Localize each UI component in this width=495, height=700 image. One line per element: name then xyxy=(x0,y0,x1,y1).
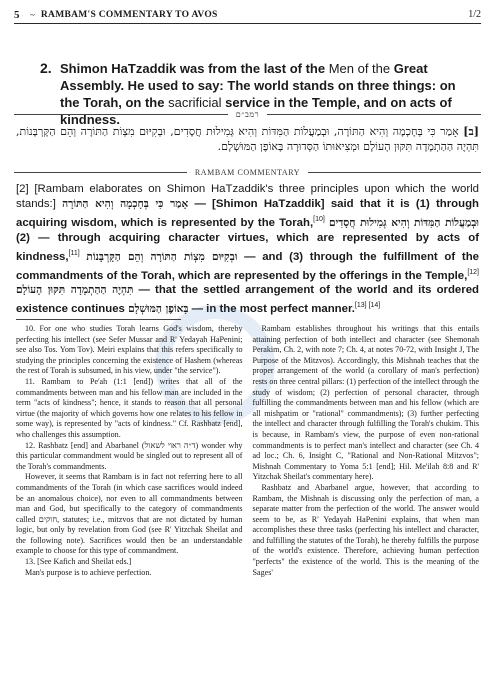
footnote-13: 13. [See Kafich and Sheilat eds.] xyxy=(25,557,132,567)
footnote-13-right-continued: Rashbatz and Abarbanel argue, however, that according to Rambam, the Mishnah is discussing only the perfection of man, a separate matter from the perfection of the world. The answer would seem to be, as R' Yedayah HaPenini explains, that when man accomplishes these three tasks (perfecting his intellect and character, and fulfilling the statutes of the Torah), he thereby fulfills the purpose of the world's existence. Therefore, achieving human perfection "perfects" the existence of the world. This is the meaning of the Sages' xyxy=(252,482,479,577)
divider-rule-left xyxy=(14,172,187,173)
divider-rule-right xyxy=(267,114,481,115)
commentary-hebrew-2: וּבְמַעֲלוֹת הַמִּדּוֹת וְהִיא גְּמִילוּת חֲסָדִים xyxy=(328,216,479,229)
commentary-hebrew-5: בָּאוֹפֶן הַמּוּשְׁלָם xyxy=(128,303,189,316)
ornament-icon: ~ xyxy=(30,9,35,20)
mishnah-number: 2. xyxy=(40,60,52,76)
divider-rule-right xyxy=(308,172,481,173)
running-header xyxy=(14,6,481,24)
mishnah-part-a: Shimon HaTzaddik was from the last of the xyxy=(60,61,329,76)
footnotes-left-column xyxy=(16,324,243,578)
commentary-part-2: — [Shimon HaTzaddik] said that it is (1) through acquiring wisdom, which is represented by the Torah, xyxy=(16,198,479,229)
footnotes xyxy=(16,324,479,578)
footnote-ref-10[interactable]: [10] xyxy=(313,216,325,223)
footnote-ref-13-14[interactable]: [13] [14] xyxy=(354,302,381,310)
footnote-13-continued: Man's purpose is to achieve perfection. xyxy=(25,567,152,577)
footnote-11: 11. Rambam to Pe'ah (1:1 [end]) writes that all of the commandments between man and his fellow man are included in the term "acts of kindness"; hence, it stands to reason that all personal virtue (the majority of which governs how one relates to his fellow in some way), is represented by "acts of kindness." Cf. Rashbatz [end], who challenges this assumption. xyxy=(16,376,243,439)
divider-rule-left xyxy=(14,114,228,115)
commentary-divider xyxy=(14,166,481,178)
commentary-divider-label: RAMBAM COMMENTARY xyxy=(194,167,301,177)
commentary-hebrew-1: אָמַר כִּי בְּחָכְמָה וְהִיא הַתּוֹרָה xyxy=(62,198,189,210)
commentary-part-5: — that the settled arrangement of the world and its ordered existence continues xyxy=(16,284,479,316)
commentary-part-3: — (2) through acquiring character virtues, which are represented by acts of kindness, xyxy=(16,231,479,263)
rambam-divider xyxy=(14,108,481,120)
page-number: 5 xyxy=(14,8,20,21)
commentary-hebrew-3: וּבְקִיּוּם מִצְוֹת הַתּוֹרָה וְהֵם הַקָּרְבָּנוֹת xyxy=(86,250,238,263)
footnote-ref-11[interactable]: [11] xyxy=(68,249,80,257)
mishnah-part-c: Great Assembly. He used to say: The world stands on three things: on the Torah, on the xyxy=(60,61,456,110)
section-marker: 1/2 xyxy=(468,9,481,20)
footnote-10: 10. For one who studies Torah learns God's wisdom, thereby perfecting his intellect (see Sefer Mussar and R' Yedayah HaPenini; see also Tos. Yom Tov). Meiri explains that this refers specifically to studying the principles concerning the existence of Hashem (whereas the rest of Torah is subsumed, in his view, under "the service"). xyxy=(16,324,243,376)
footnotes-right-column xyxy=(253,324,480,578)
commentary-intro: [2] [Rambam elaborates on Shimon HaTzaddik's three principles upon which the world stands:] xyxy=(16,183,479,210)
english-commentary xyxy=(16,182,479,317)
hebrew-paragraph-tag: [ב] xyxy=(463,125,480,138)
commentary-part-6: — in the most perfect manner. xyxy=(188,303,355,316)
footnote-separator xyxy=(16,319,181,320)
mishnah-part-d: sacrificial xyxy=(168,95,222,110)
footnote-12: 12. Rashbatz [end] and Abarbanel (ד״ה ראוי לשאול) wonder why this particular commandment would be singled out to represent all of the Torah's commandments. xyxy=(16,440,243,471)
commentary-hebrew-4: תִּהְיֶה הַהַתְמָדָה תִּקּוּן הָעוֹלָם xyxy=(16,284,134,297)
rambam-divider-label: רמב״ם xyxy=(235,109,260,119)
mishnah-part-b: Men of the xyxy=(328,61,391,76)
footnote-13-right: Rambam establishes throughout his writings that this entails attaining perfection of both intellect and character (see Shemonah Perakim, Ch. 2, with note 7; Ch. 4, at notes 70-72, with Insight J, The Purpose of the Mitzvos). Accordingly, this Mishnah teaches that the proper arrangement of the world (a corollary of man's perfection) rests on three central pillars: (1) perfection of the intellect through the study of wisdom; (2) perfection of personal character, through fulfilling the commandments between man and his fellow (which are all mishpatim or "rational" commandments); (3) further perfecting the intellect and character through fulfilling the Torah's chukim. This is because, in Rambam's view, the purpose of even non-rational commandments is to perfect man's intellect and character (see Ch. 4 ad loc.; Ch. 6, Insight C, "Rational and Non-Rational Mitzvos"; Mishnah Commentary to Yoma 5:1 [end]; Hil. Me'ilah 8:8 and R' Yitzchak Sheilat's commentary here). xyxy=(252,324,479,482)
hebrew-rambam-text xyxy=(16,124,479,154)
footnote-12-continued: However, it seems that Rambam is in fact not referring here to all commandments of the Torah (in which case sacrifices would indeed be an anomalous choice), nor even to all commandments between man and God, but specifically to the category of commandments called חוקים, statutes; i.e., mitzvos that are not dictated by human logic, but only by revelation from God (see R' Yitzchak Sheilat and the following note). Sacrifices would then be an understandable example to choose for this type of commandment. xyxy=(16,472,243,556)
commentary-part-4: — and (3) through the fulfillment of the commandments of the Torah, which are represented by the offerings in the Temple, xyxy=(16,250,479,282)
footnote-ref-12[interactable]: [12] xyxy=(467,268,479,276)
running-title: RAMBAM'S COMMENTARY TO AVOS xyxy=(40,9,218,20)
mishnah-part-e: service in the Temple, and on acts of kindness. xyxy=(60,95,452,127)
hebrew-paragraph-body: אָמַר כִּי בְּחָכְמָה וְהִיא הַתּוֹרָה, וּבְמַעֲלוֹת הַמִּדּוֹת וְהִיא גְּמִילוּת חֲסָדִים, וּבְקִיּוּם מִצְוֹת הַתּוֹרָה וְהֵם הַקָּרְבָּנוֹת, תִּהְיֶה הַהַתְמָדָה תִּקּוּן הָעוֹלָם וּמְצִיאוּתוֹ הַסְּדוּרָה בָּאוֹפֶן הַמּוּשְׁלָם. xyxy=(16,125,479,153)
